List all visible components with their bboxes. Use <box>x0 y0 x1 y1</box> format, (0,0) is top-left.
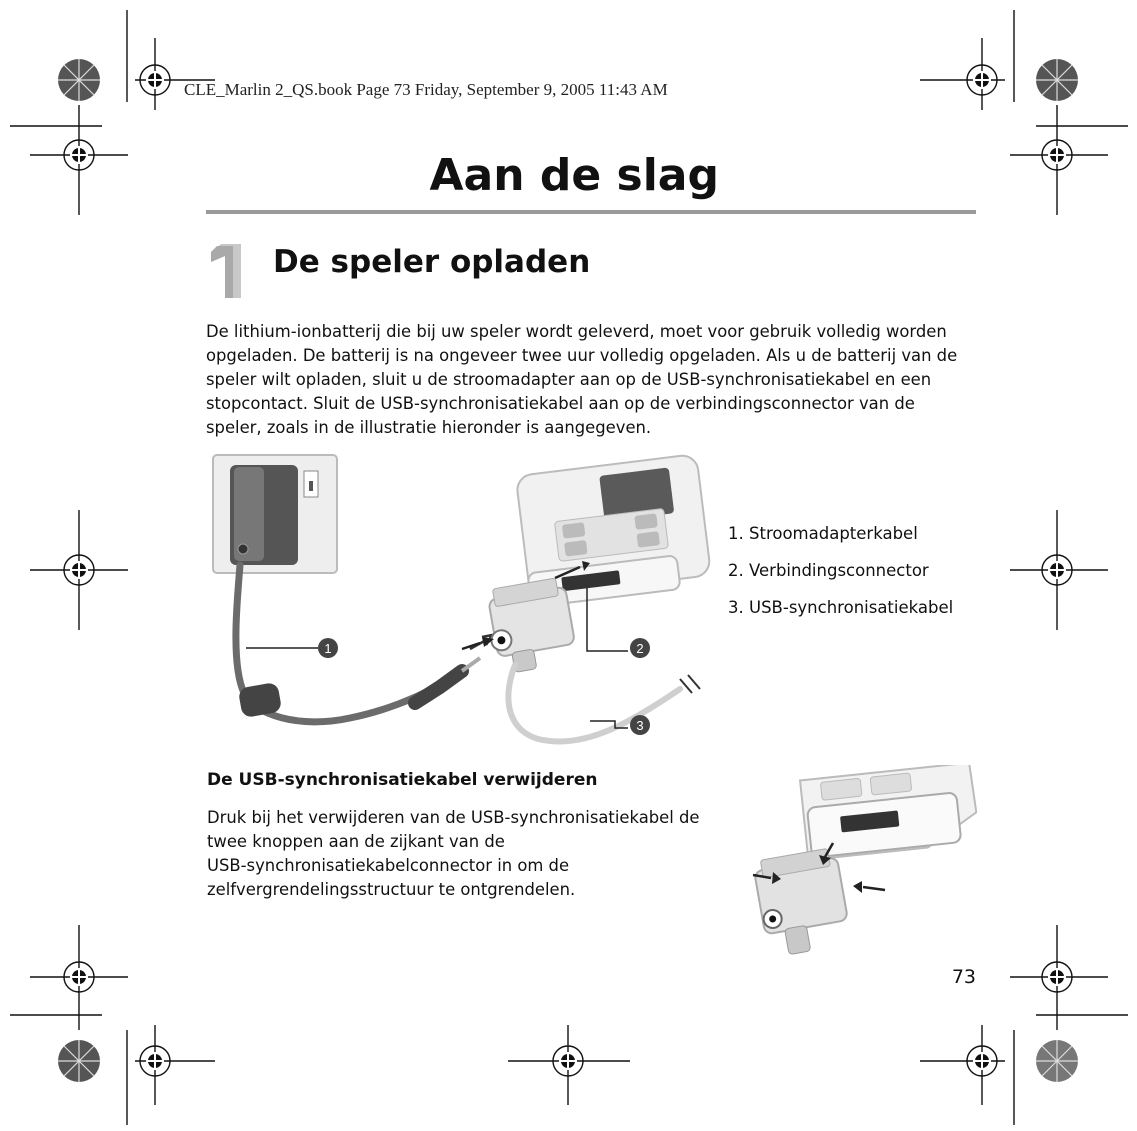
step-number: 1 <box>224 284 225 285</box>
subsection-heading: De USB-synchronisatiekabel verwijderen <box>207 770 598 790</box>
section-heading: De speler opladen <box>273 244 591 280</box>
intro-line: stopcontact. Sluit de USB-synchronisatiekabel aan op de verbindingsconnector van de <box>206 394 915 413</box>
charging-illustration <box>210 453 715 753</box>
legend-item: 2. Verbindingsconnector <box>728 561 929 580</box>
step-number-graphic <box>207 244 241 298</box>
body-line: twee knoppen aan de zijkant van de <box>207 832 505 851</box>
callout-label: 2 <box>636 641 644 656</box>
callout-label: 1 <box>324 641 332 656</box>
body-line: zelfvergrendelingsstructuur te ontgrendelen. <box>207 880 576 899</box>
callout-1 <box>318 638 338 658</box>
callout-3 <box>630 715 650 735</box>
print-slug: CLE_Marlin 2_QS.book Page 73 Friday, September 9, 2005 11:43 AM <box>184 80 668 99</box>
connector-removal-illustration <box>745 765 977 960</box>
page-title: Aan de slag <box>429 150 719 201</box>
subsection-paragraph <box>207 806 727 902</box>
intro-paragraph <box>206 320 982 440</box>
callout-label: 3 <box>636 718 644 733</box>
callout-2 <box>630 638 650 658</box>
intro-line: speler wilt opladen, sluit u de stroomadapter aan op de USB-synchronisatiekabel en een <box>206 370 932 389</box>
intro-line: speler, zoals in de illustratie hieronder is aangegeven. <box>206 418 652 437</box>
body-line: USB-synchronisatiekabelconnector in om de <box>207 856 570 875</box>
page-number: 73 <box>951 966 976 988</box>
legend-item: 1. Stroomadapterkabel <box>728 524 918 543</box>
intro-line: opgeladen. De batterij is na ongeveer twee uur volledig opgeladen. Als u de batterij van de <box>206 346 958 365</box>
figure-legend <box>728 524 953 635</box>
title-rule <box>206 210 976 214</box>
intro-line: De lithium-ionbatterij die bij uw speler wordt geleverd, moet voor gebruik volledig worden <box>206 322 947 341</box>
legend-item: 3. USB-synchronisatiekabel <box>728 598 954 617</box>
body-line: Druk bij het verwijderen van de USB-synchronisatiekabel de <box>207 808 700 827</box>
